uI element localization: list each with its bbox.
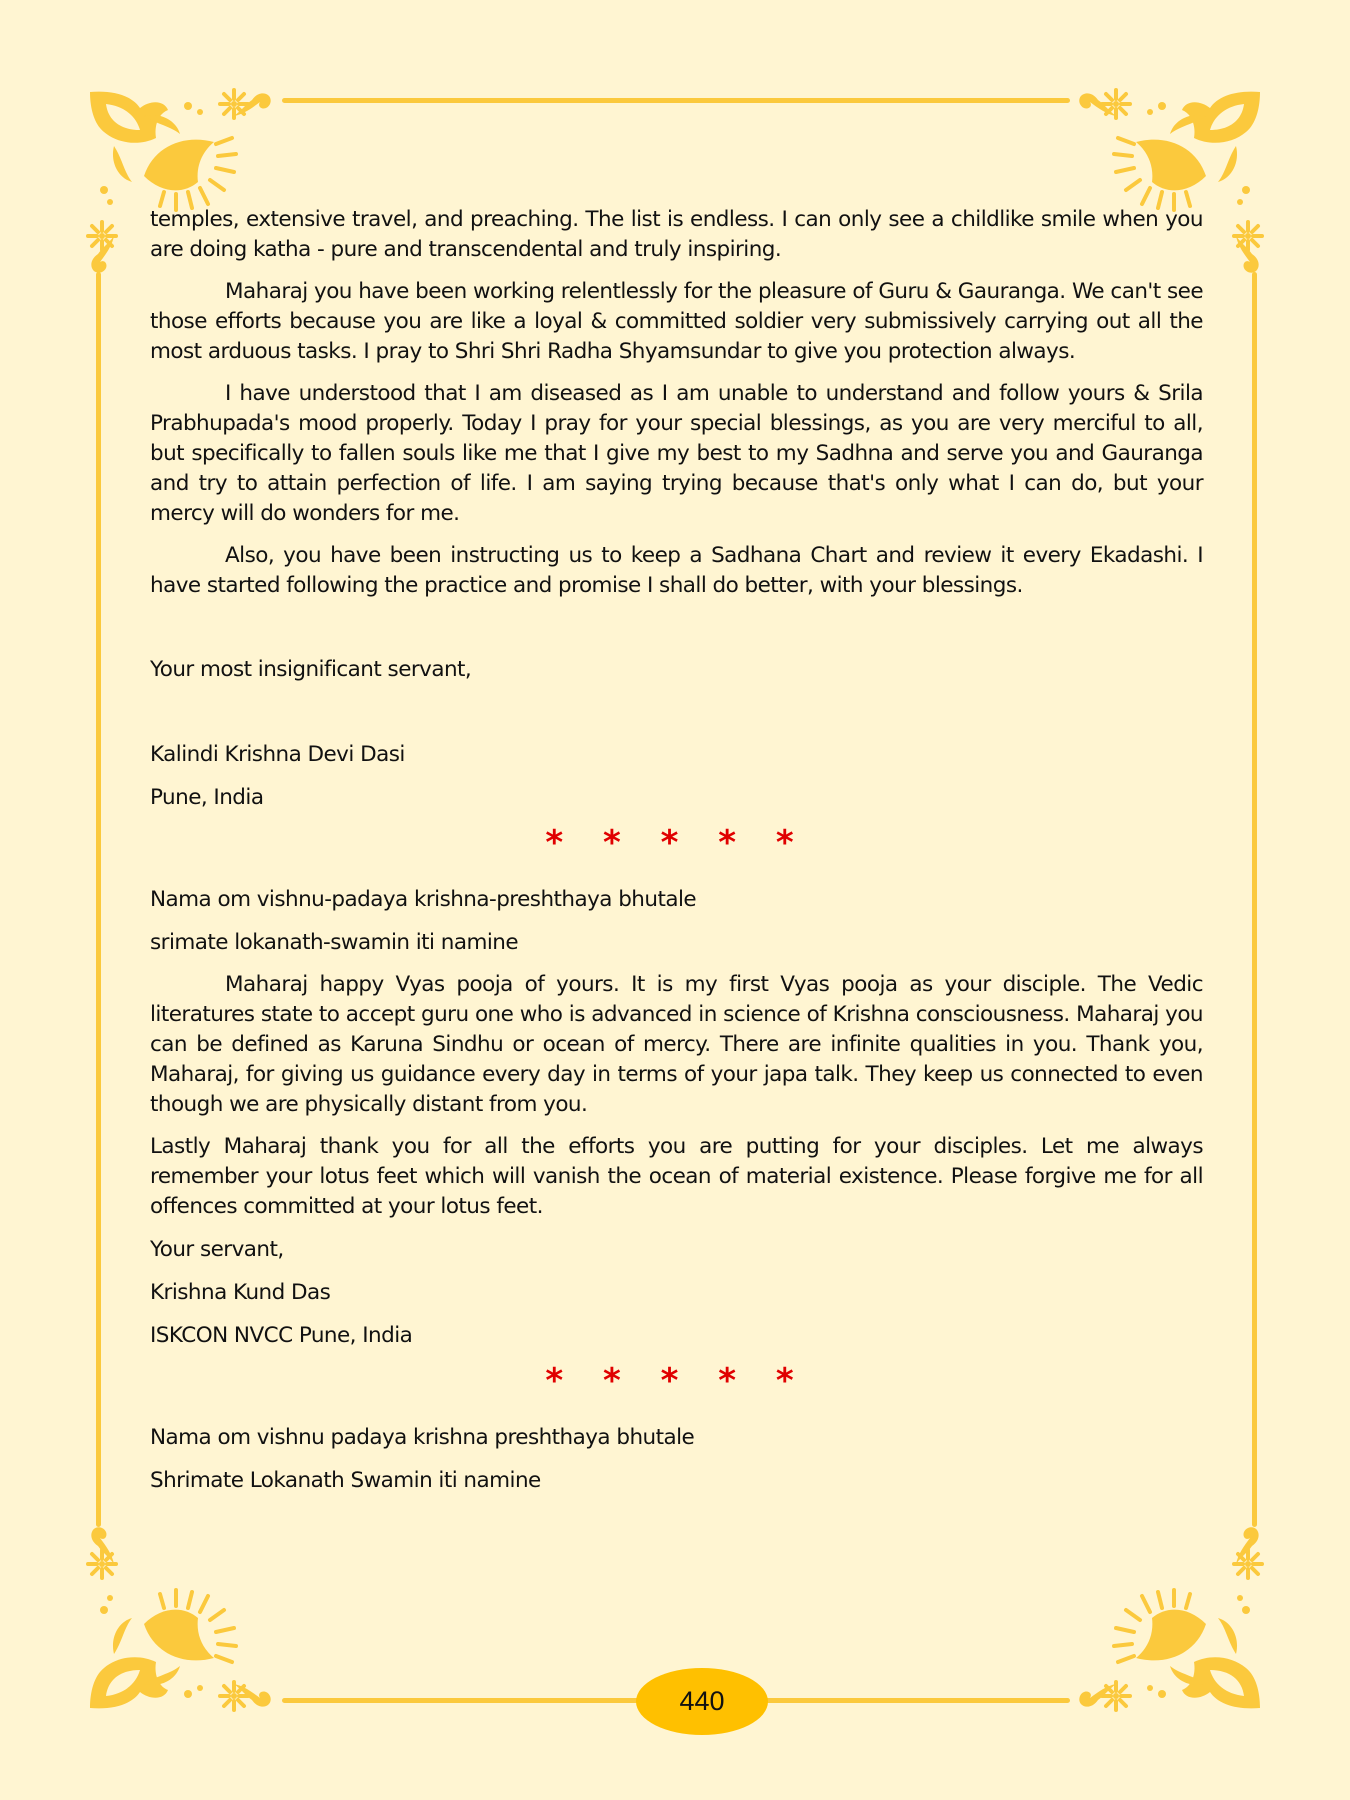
page-number: 440 (679, 1686, 725, 1716)
letter2-location: ISKCON NVCC Pune, India (150, 1323, 413, 1348)
letter1-paragraph: I have understood that I am diseased as I am unable to understand and follow yours & Srila Prabhupada's mood properly. Today I pray for your special blessings, as you are very merciful to all, but specifically to fallen souls like me that I give my best to my Sadhna and serve you and Gauranga and try to attain perfection of life. I am saying trying because that's only what I can do, but your mercy will do wonders for me. (150, 381, 1203, 526)
letter3-invocation-line: Nama om vishnu padaya krishna preshthaya bhutale (150, 1425, 695, 1450)
letter3-invocation-line: Shrimate Lokanath Swamin iti namine (150, 1468, 541, 1493)
letter1-location: Pune, India (150, 785, 264, 810)
letter2-paragraph: Lastly Maharaj thank you for all the efforts you are putting for your disciples. Let me always remember your lotus feet which will vanish the ocean of material existence. Please forgive me for all offences committed at your lotus feet. (150, 1134, 1203, 1219)
letter2-invocation-line: Nama om vishnu-padaya krishna-preshthaya bhutale (150, 887, 697, 912)
letter2-signature: Krishna Kund Das (150, 1280, 331, 1305)
section-separator: * * * * * (545, 823, 808, 863)
border-right-line (1252, 272, 1257, 1527)
corner-ornament-bottom-left-icon (84, 1524, 274, 1714)
letter1-signature: Kalindi Krishna Devi Dasi (150, 742, 405, 767)
letter2-invocation-line: srimate lokanath-swamin iti namine (150, 930, 519, 955)
border-bottom-line-right (762, 1698, 1070, 1703)
letter1-paragraph: Maharaj you have been working relentlessly for the pleasure of Guru & Gauranga. We can't see those efforts because you are like a loyal & committed soldier very submissively carrying out all the most arduous tasks. I pray to Shri Shri Radha Shyamsundar to give you protection always. (150, 279, 1203, 364)
letter2-paragraph: Maharaj happy Vyas pooja of yours. It is my first Vyas pooja as your disciple. The Vedic literatures state to accept guru one who is advanced in science of Krishna consciousness. Maharaj you can be defined as Karuna Sindhu or ocean of mercy. There are infinite qualities in you. Thank you, Maharaj, for giving us guidance every day in terms of your japa talk. They keep us connected to even though we are physically distant from you. (150, 972, 1203, 1117)
section-separator: * * * * * (545, 1361, 808, 1401)
page-number-badge (636, 1668, 768, 1735)
letter1-paragraph: temples, extensive travel, and preaching. The list is endless. I can only see a childlike smile when you are doing katha - pure and transcendental and truly inspiring. (150, 207, 1203, 262)
page-content (150, 205, 1203, 1496)
letter1-paragraph: Also, you have been instructing us to keep a Sadhana Chart and review it every Ekadashi. I have started following the practice and promise I shall do better, with your blessings. (150, 543, 1203, 598)
letter2-closing: Your servant, (150, 1237, 284, 1262)
border-top-line (282, 98, 1070, 103)
letter1-closing: Your most insignificant servant, (150, 657, 472, 682)
corner-ornament-bottom-right-icon (1076, 1524, 1266, 1714)
border-left-line (96, 272, 101, 1527)
border-bottom-line-left (282, 1698, 642, 1703)
